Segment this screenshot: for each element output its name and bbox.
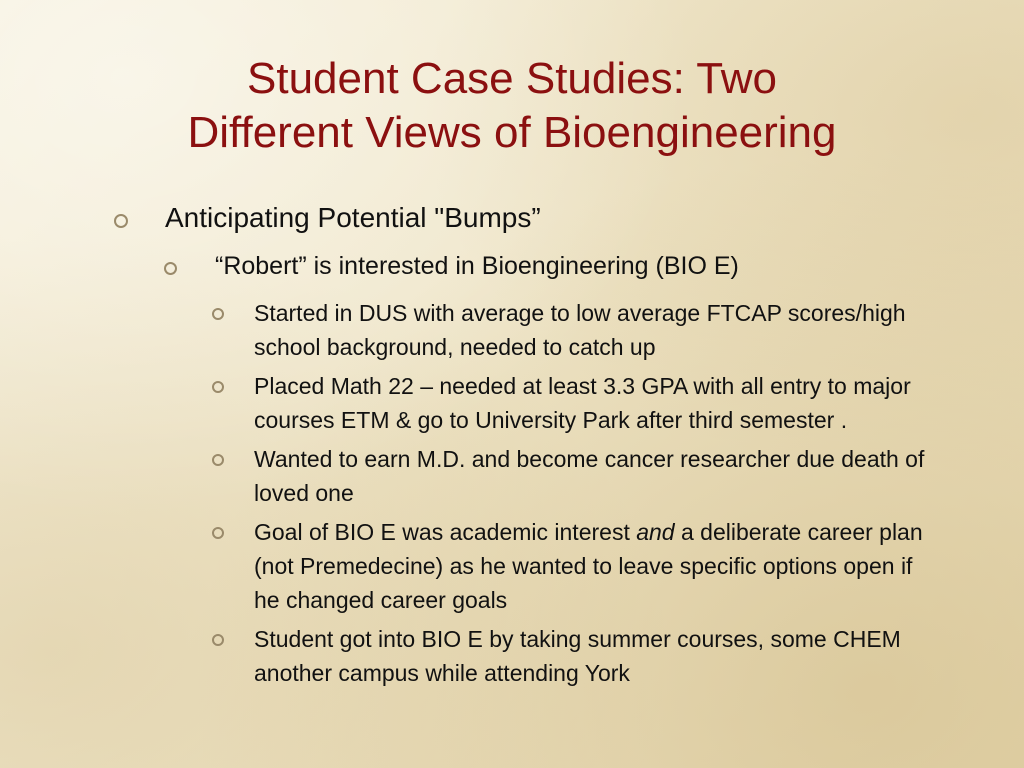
bullet-level2 [110, 250, 950, 282]
hollow-circle-bullet-icon [212, 308, 224, 320]
hollow-circle-bullet-icon [212, 527, 224, 539]
bullet-level3-text: Student got into BIO E by taking summer courses, some CHEM another campus while attending York [254, 626, 901, 686]
bullet-text-part: a deliberate career plan (not Premedecine) as he wanted to leave specific options open if he changed career goals [254, 519, 923, 613]
bullet-level3-item [110, 622, 944, 690]
bullet-level3-item [110, 515, 944, 617]
slide-title-line-2: Different Views of Bioengineering [187, 108, 837, 157]
slide-title-line-1: Student Case Studies: Two [247, 54, 777, 103]
bullet-text-part: Goal of BIO E was academic interest [254, 519, 637, 545]
slide-title [60, 52, 964, 160]
bullet-level3-text: Wanted to earn M.D. and become cancer researcher due death of loved one [254, 446, 925, 506]
hollow-circle-bullet-icon [212, 634, 224, 646]
hollow-circle-bullet-icon [164, 262, 177, 275]
bullet-level3-text: Placed Math 22 – needed at least 3.3 GPA with all entry to major courses ETM & go to University Park after third semester . [254, 373, 911, 433]
bullet-level2-text: “Robert” is interested in Bioengineering (BIO E) [215, 252, 739, 280]
bullet-list [110, 200, 950, 695]
bullet-level1-text: Anticipating Potential "Bumps” [165, 202, 541, 233]
bullet-level3-item [110, 442, 944, 510]
emphasis-text: and [636, 519, 675, 545]
hollow-circle-bullet-icon [212, 454, 224, 466]
hollow-circle-bullet-icon [114, 214, 128, 228]
bullet-level3-item [110, 369, 944, 437]
hollow-circle-bullet-icon [212, 381, 224, 393]
bullet-level3-text: Started in DUS with average to low average FTCAP scores/high school background, needed to catch up [254, 300, 906, 360]
bullet-level3-item [110, 296, 944, 364]
bullet-level3-text [254, 519, 923, 613]
bullet-level1 [110, 200, 950, 236]
